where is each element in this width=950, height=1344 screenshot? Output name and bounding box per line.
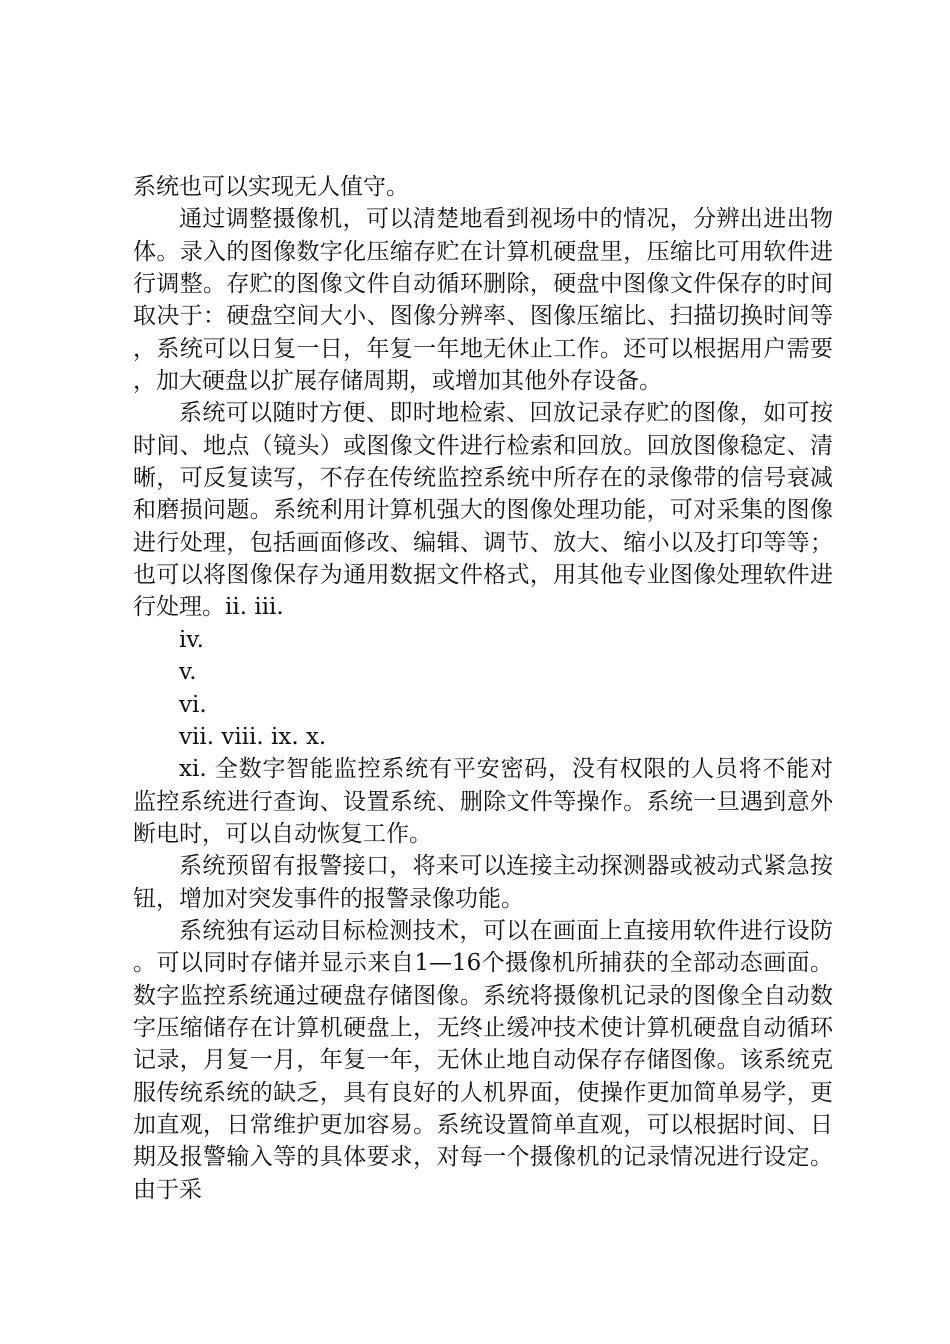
list-marker-vi: vi. — [179, 691, 207, 718]
list-marker-iv: iv. — [179, 626, 204, 653]
list-marker-v: v. — [179, 659, 197, 686]
paragraph-continuation: 系统也可以实现无人值守。 — [133, 174, 409, 200]
list-marker-vii-x: vii. viii. ix. x. — [179, 723, 327, 750]
document-body — [133, 171, 833, 1206]
paragraph-alarm-interface: 系统预留有报警接口，将来可以连接主动探测器或被动式紧急按钮，增加对突发事件的报警录像功能。 — [133, 853, 833, 912]
paragraph-security-password: xi. 全数字智能监控系统有平安密码，没有权限的人员将不能对监控系统进行查询、设置系统、删除文件等操作。系统一旦遇到意外断电时，可以自动恢复工作。 — [133, 756, 833, 847]
paragraph-motion-detection: 系统独有运动目标检测技术，可以在画面上直接用软件进行设防。可以同时存储并显示来自1—16个摄像机所捕获的全部动态画面。数字监控系统通过硬盘存储图像。系统将摄像机记录的图像全自动数字压缩储存在计算机硬盘上，无终止缓冲技术使计算机硬盘自动循环记录，月复一月，年复一年，无休止地自动保存存储图像。该系统克服传统系统的缺乏，具有良好的人机界面，使操作更加简单易学，更加直观，日常维护更加容易。系统设置简单直观，可以根据时间、日期及报警输入等的具体要求，对每一个摄像机的记录情况进行设定。由于采 — [133, 917, 833, 1203]
paragraph-camera-adjustment: 通过调整摄像机，可以清楚地看到视场中的情况，分辨出进出物体。录入的图像数字化压缩存贮在计算机硬盘里，压缩比可用软件进行调整。存贮的图像文件自动循环删除，硬盘中图像文件保存的时间取决于：硬盘空间大小、图像分辨率、图像压缩比、扫描切换时间等，系统可以日复一日，年复一年地无休止工作。还可以根据用户需要，加大硬盘以扩展存储周期，或增加其他外存设备。 — [133, 206, 833, 395]
paragraph-playback: 系统可以随时方便、即时地检索、回放记录存贮的图像，如可按时间、地点（镜头）或图像文件进行检索和回放。回放图像稳定、清晰，可反复读写，不存在传统监控系统中所存在的录像带的信号衰减和磨损问题。系统利用计算机强大的图像处理功能，可对采集的图像进行处理，包括画面修改、编辑、调节、放大、缩小以及打印等等；也可以将图像保存为通用数据文件格式，用其他专业图像处理软件进行处理。ii. iii. — [133, 400, 833, 621]
